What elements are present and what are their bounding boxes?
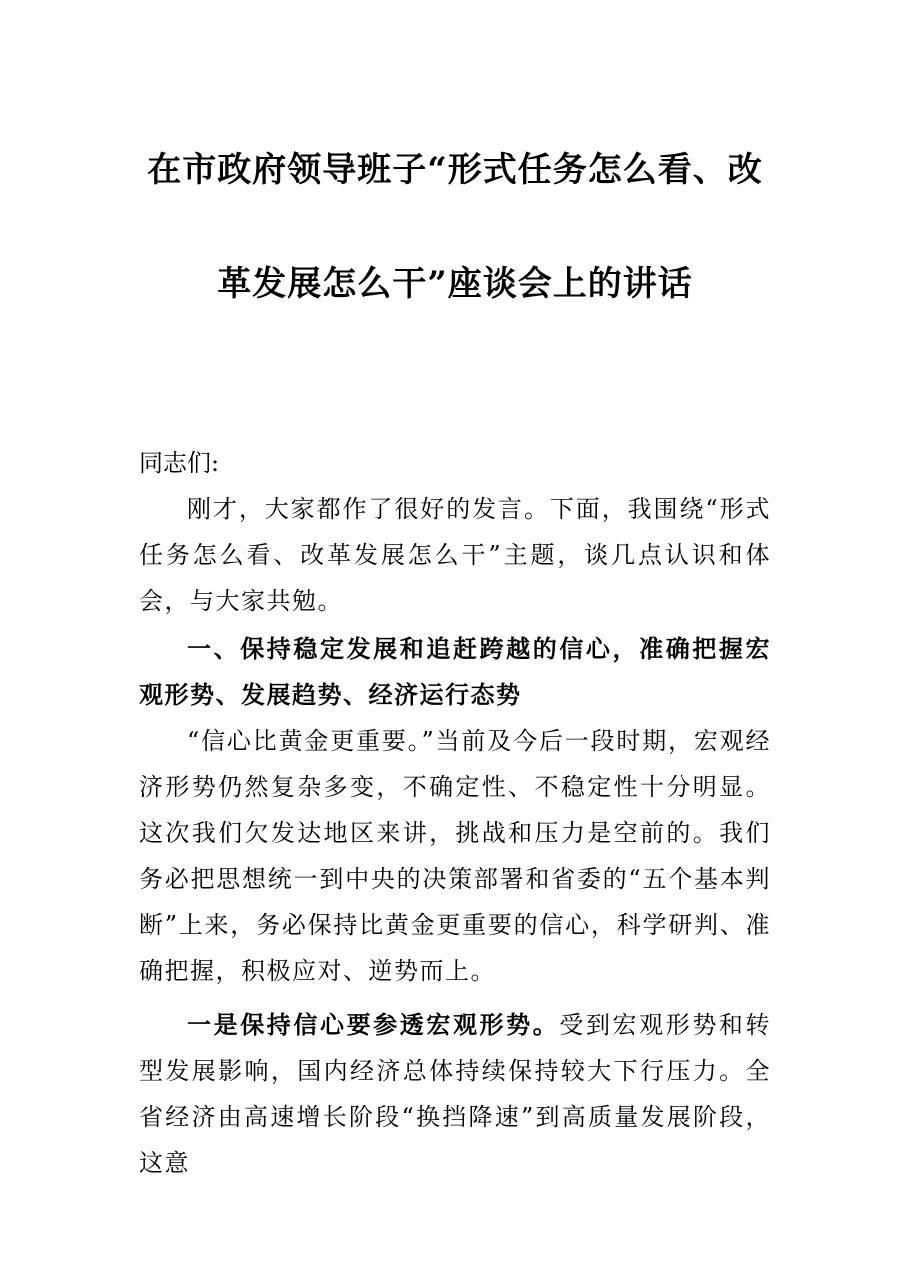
paragraph-confidence: “信心比黄金更重要。”当前及今后一段时期，宏观经济形势仍然复杂多变，不确定性、不稳定性十分明显。这次我们欠发达地区来讲，挑战和压力是空前的。我们务必把思想统一到中央的决策部署和省委的“五个基本判断”上来，务必保持比黄金更重要的信心，科学研判、准确把握，积极应对、逆势而上。 <box>139 727 771 985</box>
paragraph-macro-situation <box>139 1002 771 1186</box>
paragraph-body: 受到宏观形势和转型发展影响，国内经济总体持续保持较大下行压力。全省经济由高速增长阶段“换挡降速”到高质量发展阶段，这意 <box>139 1011 772 1177</box>
salutation: 同志们: <box>139 449 220 477</box>
document-title-line-1: 在市政府领导班子“形式任务怎么看、改 <box>147 150 763 190</box>
paragraph-intro: 刚才，大家都作了很好的发言。下面，我围绕“形式任务怎么看、改革发展怎么干”主题，谈几点认识和体会，与大家共勉。 <box>139 495 771 615</box>
paragraph-lead-bold: 一是保持信心要参透宏观形势。 <box>187 1010 560 1039</box>
section-heading-1: 一、保持稳定发展和追赶跨越的信心，准确把握宏观形势、发展趋势、经济运行态势 <box>139 634 771 709</box>
document-title-line-2: 革发展怎么干”座谈会上的讲话 <box>217 264 693 304</box>
